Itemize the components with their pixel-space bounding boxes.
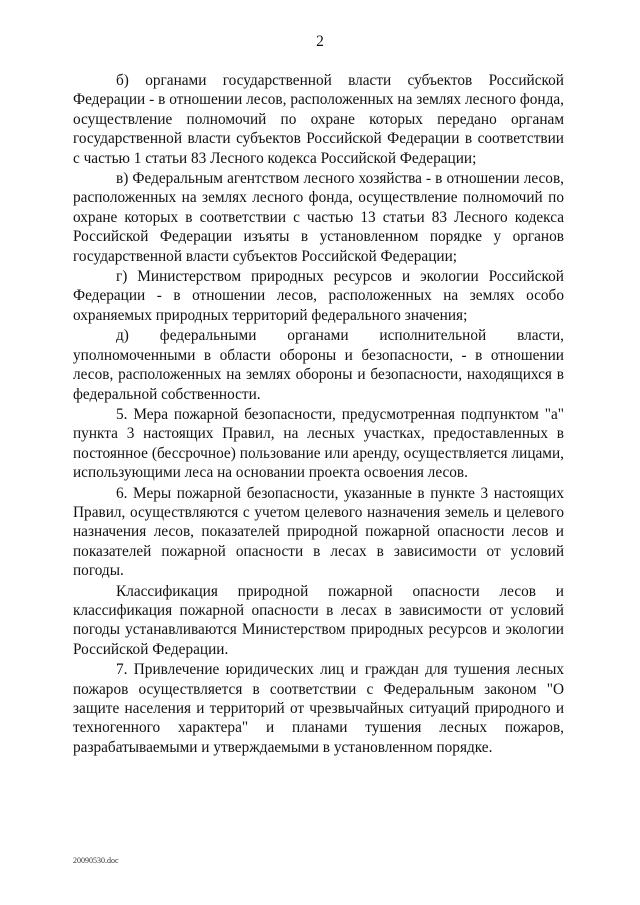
paragraph-b-regional-authorities: б) органами государственной власти субъектов Российской Федерации - в отношении лесов, расположенных на землях лесного фонда, осуществление полномочий по охране которых передано органам государственной власти субъектов Российской Федерации в соответствии с частью 1 статьи 83 Лесного кодекса Российской Федерации; [73,72,564,167]
paragraph-d-federal-defense-bodies: д) федеральными органами исполнительной власти, уполномоченными в области обороны и безопасности, - в отношении лесов, расположенных на землях обороны и безопасности, находящихся в федеральной собственности. [73,327,564,403]
page-number: 2 [316,33,324,50]
footer-document-code: 20090530.doc [73,856,119,865]
document-body [73,71,564,758]
paragraph-5-fire-safety-measure: 5. Мера пожарной безопасности, предусмотренная подпунктом "а" пункта 3 настоящих Правил, на лесных участках, предоставленных в постоянное (бессрочное) пользование или аренду, осуществляется лицами, использующими леса на основании проекта освоения лесов. [73,405,564,482]
paragraph-7-firefighting-involvement: 7. Привлечение юридических лиц и граждан для тушения лесных пожаров осуществляется в соответствии с Федеральным законом "О защите населения и территорий от чрезвычайных ситуаций природного и техногенного характера" и планами тушения лесных пожаров, разрабатываемыми и утверждаемыми в установленном порядке. [73,661,564,756]
paragraph-6-fire-safety-measures: 6. Меры пожарной безопасности, указанные в пункте 3 настоящих Правил, осуществляются с учетом целевого назначения земель и целевого назначения лесов, показателей природной пожарной опасности лесов и показателей пожарной опасности в лесах в зависимости от условий погоды. [73,484,564,580]
paragraph-g-ministry-natural-resources: г) Министерством природных ресурсов и экологии Российской Федерации - в отношении лесов, расположенных на землях особо охраняемых природных территорий федерального значения; [73,268,564,324]
paragraph-v-forestry-agency: в) Федеральным агентством лесного хозяйства - в отношении лесов, расположенных на землях лесного фонда, осуществление полномочий по охране которых в соответствии с частью 13 статьи 83 Лесного кодекса Российской Федерации изъяты в установленном порядке у органов государственной власти субъектов Российской Федерации; [73,170,564,265]
paragraph-classification: Классификация природной пожарной опасности лесов и классификация пожарной опасности в лесах в зависимости от условий погоды устанавливаются Министерством природных ресурсов и экологии Российской Федерации. [73,582,564,658]
